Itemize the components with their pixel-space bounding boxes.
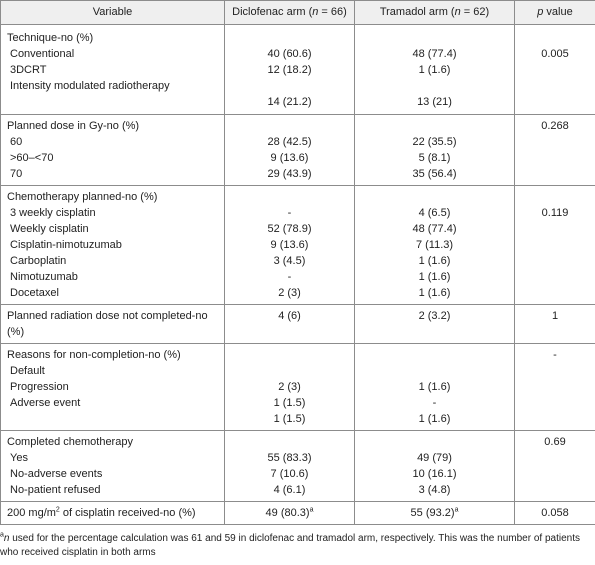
value: 55 (83.3) [267,452,312,464]
p-value: 0.69 [544,436,566,448]
value: 1 (1.6) [418,287,451,299]
header-tramadol: Tramadol arm (n = 62) [355,1,515,25]
value: 3 (4.8) [418,484,451,496]
diclofenac-cell [225,344,355,431]
value [225,78,354,94]
value: 5 (8.1) [418,152,451,164]
diclofenac-cell [225,115,355,186]
variable-cell [1,186,225,305]
row-label: 3 weekly cisplatin [10,207,96,219]
title-part: of cisplatin received-no (%) [59,507,196,519]
group-title: Completed chemotherapy [7,436,133,448]
value [225,363,354,379]
header-variable: Variable [1,1,225,25]
blank-line [515,30,595,46]
value [355,505,514,521]
value: 9 (13.6) [270,152,309,164]
blank-line [225,118,354,134]
value: 2 (3) [278,381,301,393]
group-title: Planned dose in Gy-no (%) [7,120,140,132]
value: 48 (77.4) [412,48,457,60]
p-value-cell [515,25,595,115]
footnote-marker: a [454,506,459,514]
value: 1 (1.6) [418,64,451,76]
value: 35 (56.4) [412,168,457,180]
group-title: Technique-no (%) [7,32,94,44]
row-label: Carboplatin [10,255,67,267]
diclofenac-cell [225,186,355,305]
p-value: - [553,349,557,361]
value: 1 (1.6) [418,271,451,283]
p-value-cell [515,502,595,525]
row-label: No-patient refused [10,484,101,496]
value: 48 (77.4) [412,223,457,235]
diclofenac-cell [225,305,355,344]
tramadol-cell [355,431,515,502]
italic-symbol: p [537,6,544,18]
p-value: 0.005 [541,48,569,60]
row-label: >60–<70 [10,152,54,164]
footnote-marker: a [309,506,314,514]
group-title: Planned radiation dose not completed-no (%) [7,310,208,338]
blank-line [355,30,514,46]
blank-line [225,434,354,450]
variable-cell [1,25,225,115]
group-radiation-not-completed [1,305,595,344]
value: 52 (78.9) [267,223,312,235]
variable-cell [1,305,225,344]
tramadol-cell [355,305,515,344]
tramadol-cell [355,115,515,186]
header-diclofenac: Diclofenac arm (n = 66) [225,1,355,25]
variable-cell [1,502,225,525]
value-text: 55 (93.2) [410,507,455,519]
value: - [432,397,437,409]
value: 4 (6) [278,310,301,322]
blank-line [355,189,514,205]
footnote-text: used for the percentage calculation was 61 and 59 in diclofenac and tramadol arm, respectively. This was the number of patients who received cisplatin in both arms [0,533,580,558]
value [355,78,514,94]
row-label: 3DCRT [10,64,47,76]
italic-symbol: n [454,6,461,18]
tramadol-cell [355,186,515,305]
blank-line [1,94,224,110]
diclofenac-cell [225,25,355,115]
footnote-marker: a [0,531,4,539]
diclofenac-cell [225,502,355,525]
row-label: Docetaxel [10,287,59,299]
italic-symbol: n [312,6,319,18]
tramadol-cell [355,502,515,525]
group-technique [1,25,595,115]
value: 1 (1.5) [273,397,306,409]
row-label: Yes [10,452,28,464]
header-row [1,1,595,25]
group-completed-chemo [1,431,595,502]
value-text: 49 (80.3) [265,507,310,519]
variable-cell [1,344,225,431]
blank-line [225,30,354,46]
value [355,363,514,379]
value: 12 (18.2) [267,64,312,76]
value: 1 (1.6) [418,413,451,425]
row-label: Conventional [10,48,75,60]
value: 4 (6.1) [273,484,306,496]
value: 1 (1.5) [273,413,306,425]
value: 7 (10.6) [270,468,309,480]
group-title: Chemotherapy planned-no (%) [7,191,158,203]
footnote-n: n [3,533,10,544]
row-label: Progression [10,381,69,393]
row-label: Cisplatin-nimotuzumab [10,239,122,251]
group-reasons [1,344,595,431]
value: 22 (35.5) [412,136,457,148]
value: - [287,207,292,219]
p-value: 1 [551,310,559,322]
p-value-cell [515,115,595,186]
group-title [1,505,224,521]
group-chemo-planned [1,186,595,305]
blank-line [355,347,514,363]
row-label: Default [10,365,45,377]
variable-cell [1,115,225,186]
value: 49 (79) [417,452,452,464]
tramadol-cell [355,25,515,115]
value: 40 (60.6) [267,48,312,60]
row-label: 60 [10,136,23,148]
row-label: Weekly cisplatin [10,223,89,235]
value: 29 (43.9) [267,168,312,180]
p-value: 0.058 [541,507,569,519]
p-value-cell [515,186,595,305]
value: 13 (21) [417,96,452,108]
p-value: 0.119 [541,207,569,219]
value [225,505,354,521]
group-cisplatin-200 [1,502,595,525]
tramadol-cell [355,344,515,431]
row-label: Adverse event [10,397,81,409]
blank-line [225,347,354,363]
p-value: 0.268 [541,120,569,132]
p-value-cell [515,431,595,502]
blank-line [225,189,354,205]
value: 10 (16.1) [412,468,457,480]
value: 4 (6.5) [418,207,451,219]
row-label: No-adverse events [10,468,103,480]
value: 2 (3) [278,287,301,299]
group-title: Reasons for non-completion-no (%) [7,349,181,361]
table-footnote [0,532,595,560]
blank-line [1,411,224,427]
value: 1 (1.6) [418,381,451,393]
value: 14 (21.2) [267,96,312,108]
row-label: Nimotuzumab [10,271,78,283]
value: 9 (13.6) [270,239,309,251]
title-part: 200 mg/m [7,507,56,519]
value: 3 (4.5) [273,255,306,267]
diclofenac-cell [225,431,355,502]
superscript: 2 [55,506,60,514]
row-label: Intensity modulated radiotherapy [10,80,170,92]
value: 7 (11.3) [415,239,454,251]
group-dose [1,115,595,186]
blank-line [515,189,595,205]
p-value-cell [515,344,595,431]
variable-cell [1,431,225,502]
row-label: 70 [10,168,23,180]
value: - [287,271,292,283]
value: 2 (3.2) [418,310,451,322]
blank-line [355,434,514,450]
blank-line [355,118,514,134]
p-value-cell [515,305,595,344]
header-p-value: p value [515,1,595,25]
value: 28 (42.5) [267,136,312,148]
value: 1 (1.6) [418,255,451,267]
